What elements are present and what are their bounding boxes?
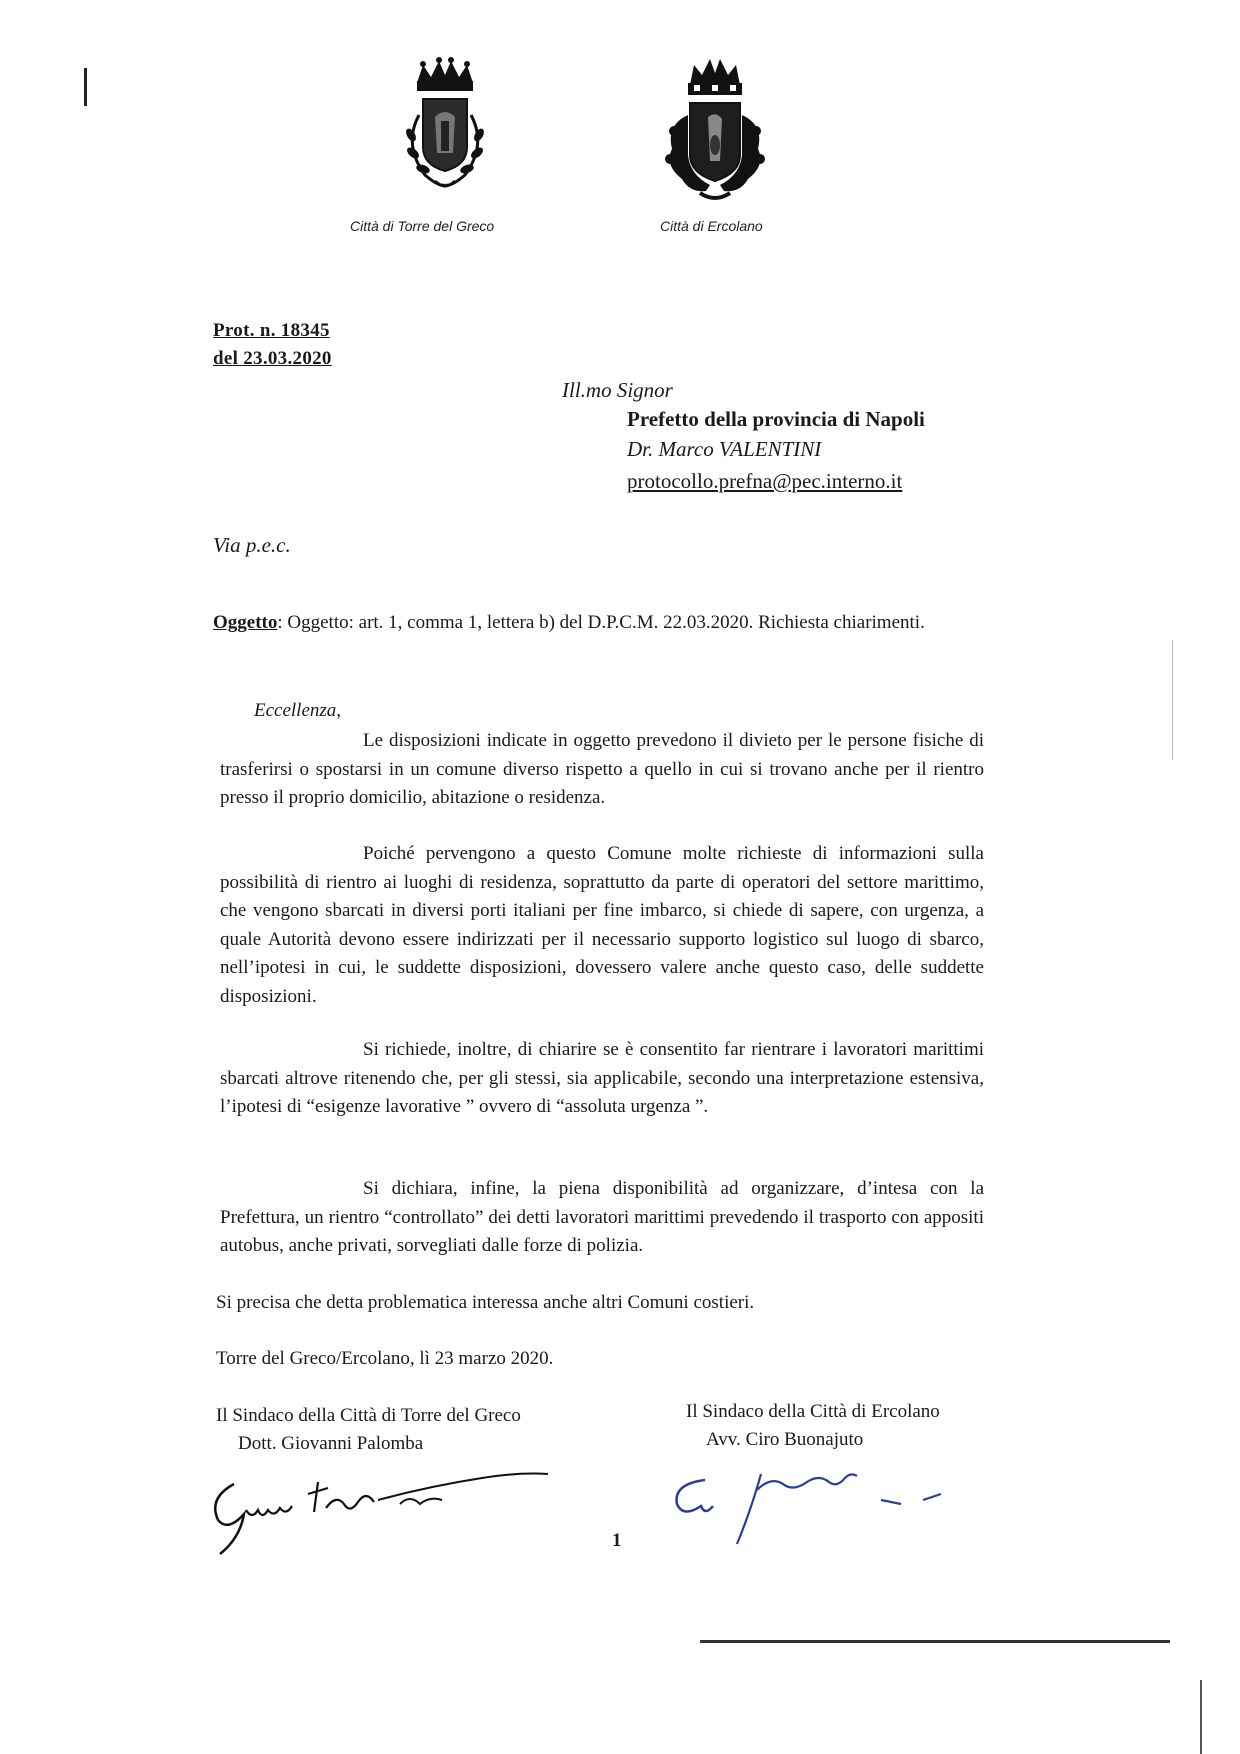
torre-del-greco-coat-of-arms-icon [395,55,495,200]
body-paragraph-3: Si richiede, inoltre, di chiarire se è consentito far rientrare i lavoratori marittimi sbarcati altrove ritenendo che, per gli stessi, sia applicabile, secondo una interpretazione estensiva, l’ipotesi di “esigenze lavorative ” ovvero di “assoluta urgenza ”. [220,1039,984,1117]
left-handwritten-signature [200,1468,550,1558]
body-paragraph-4: Si dichiara, infine, la piena disponibilità ad organizzare, d’intesa con la Prefettura, un rientro “controllato” dei detti lavoratori marittimi prevedendo il trasporto con appositi autobus, anche privati, sorvegliati dalle forze di polizia. [220,1178,984,1256]
ercolano-caption: Città di Ercolano [660,218,763,234]
recipient-office: Prefetto della provincia di Napoli [627,407,925,431]
page-number: 1 [612,1530,622,1551]
place-date: Torre del Greco/Ercolano, lì 23 marzo 2020. [216,1348,554,1369]
ercolano-coat-of-arms-icon [660,55,770,205]
recipient-salutation: Ill.mo Signor [562,378,673,402]
body-note: Si precisa che detta problematica interessa anche altri Comuni costieri. [216,1292,755,1313]
subject-line [213,612,925,634]
subject-text: : Oggetto: art. 1, comma 1, lettera b) del D.P.C.M. 22.03.2020. Richiesta chiarimenti. [277,612,925,633]
subject-label: Oggetto [213,612,278,633]
right-signatory-name: Avv. Ciro Buonajuto [706,1429,864,1450]
right-signatory-title: Il Sindaco della Città di Ercolano [686,1401,940,1422]
right-handwritten-signature [665,1460,985,1550]
scan-edge-line-top [1172,640,1173,760]
body-paragraph-1: Le disposizioni indicate in oggetto prevedono il divieto per le persone fisiche di trasferirsi o spostarsi in un comune diverso rispetto a quello in cui si trovano anche per il rientro presso il proprio domicilio, abitazione o residenza. [220,730,984,808]
scan-mark [84,68,87,106]
recipient-email[interactable]: protocollo.prefna@pec.interno.it [627,469,903,493]
protocol-number: Prot. n. 18345 [213,320,330,341]
scan-edge-line [1200,1680,1202,1754]
protocol-date: del 23.03.2020 [213,348,332,369]
left-signatory-title: Il Sindaco della Città di Torre del Greco [216,1405,521,1426]
left-signatory-name: Dott. Giovanni Palomba [238,1433,424,1454]
delivery-method: Via p.e.c. [213,533,291,557]
greeting: Eccellenza, [254,700,342,721]
scan-artifact-line [700,1640,1170,1643]
body-paragraph-2: Poiché pervengono a questo Comune molte richieste di informazioni sulla possibilità di rientro ai luoghi di residenza, soprattutto da parte di operatori del settore marittimo, che vengono sbarcati in diversi porti italiani per fine imbarco, si chiede di sapere, con urgenza, a quale Autorità devono essere indirizzati per il necessario supporto logistico sul luogo di sbarco, nell’ipotesi in cui, le suddette disposizioni, dovessero valere anche questo caso, delle suddette disposizioni. [220,843,984,1007]
torre-del-greco-caption: Città di Torre del Greco [350,218,495,234]
recipient-name: Dr. Marco VALENTINI [627,437,822,461]
